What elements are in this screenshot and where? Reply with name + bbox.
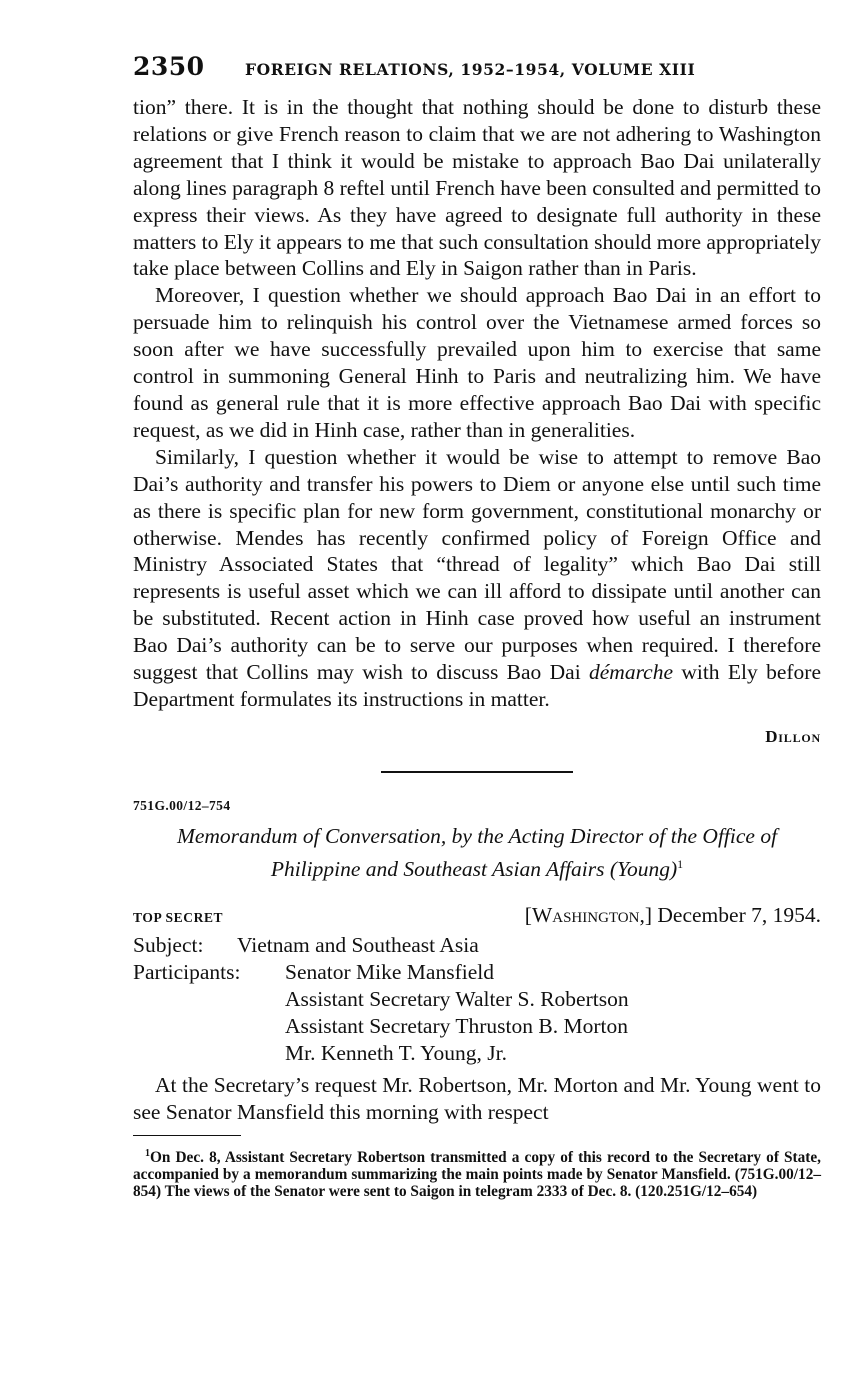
classification-label: TOP SECRET xyxy=(133,910,224,925)
participants-list xyxy=(285,959,629,1067)
place: Washington, xyxy=(531,903,645,927)
paragraph-moreover: Moreover, I question whether we should approach Bao Dai in an effort to persuade him to relinquish his control over the Vietnamese armed forces so soon after we have successfully prevailed upon him to exercise that same control in summoning General Hinh to Paris and neutralizing him. We have found as general rule that it is more effective approach Bao Dai with specific request, as we did in Hinh case, rather than in generalities. xyxy=(133,283,821,442)
paragraph-similarly-text: Similarly, I question whether it would be wise to attempt to remove Bao Dai’s authority and transfer his powers to Diem or anyone else until such time as there is specific plan for new form government, constitutional monarchy or otherwise. Mendes has recently confirmed policy of Foreign Office and Ministry Associated States that “thread of legality” which Bao Dai still represents is useful asset which we can ill afford to dissipate until another can be substituted. Recent action in Hinh case proved how useful an instrument Bao Dai’s authority can be to serve our purposes when required. I therefore suggest that Collins may wish to discuss Bao Dai xyxy=(133,444,821,685)
participant: Assistant Secretary Thruston B. Morton xyxy=(285,1013,628,1038)
title-footnote-marker: 1 xyxy=(677,856,684,871)
dateline xyxy=(133,903,821,928)
subject-label: Subject: xyxy=(133,933,204,957)
place-and-date: [Washington,] December 7, 1954. xyxy=(524,903,821,927)
document-title-text: Memorandum of Conversation, by the Acting Director of the Office of Philippine and Southeast Asian Affairs (Young) xyxy=(176,823,778,881)
participants-label: Participants: xyxy=(133,959,241,984)
continued-paragraph: tion” there. It is in the thought that nothing should be done to disturb these relations or give French reason to claim that we are not adhering to Washington agreement that I think it would be mistake to approach Bao Dai unilaterally along lines paragraph 8 reftel until French have been consulted and permitted to express their views. As they have agreed to designate full authority in these matters to Ely it appears to me that such consultation should more appropriately take place between Collins and Ely in Saigon rather than in Paris. xyxy=(133,95,821,281)
participants-row xyxy=(133,959,821,1067)
subject-value: Vietnam and Southeast Asia xyxy=(237,933,479,957)
document-page xyxy=(133,52,821,1216)
footnote xyxy=(133,1145,821,1200)
running-head xyxy=(133,52,821,82)
paragraph-similarly-end: with Ely before Department formulates its instructions in matter. xyxy=(133,660,821,711)
demarche-term: démarche xyxy=(589,660,673,685)
section-divider xyxy=(381,771,573,773)
paragraph-similarly xyxy=(133,444,821,713)
file-number: 751G.00/12–754 xyxy=(133,797,231,813)
subject-row xyxy=(133,932,821,959)
participant: Assistant Secretary Walter S. Robertson xyxy=(285,986,629,1011)
document-title xyxy=(133,822,821,883)
participant: Mr. Kenneth T. Young, Jr. xyxy=(285,1040,507,1065)
running-title: FOREIGN RELATIONS, 1952–1954, VOLUME XIII xyxy=(245,60,696,79)
footnote-marker: 1 xyxy=(145,1148,150,1160)
date: December 7, 1954. xyxy=(657,903,821,927)
footnote-divider xyxy=(133,1135,241,1136)
participant: Senator Mike Mansfield xyxy=(285,959,494,984)
signature: Dillon xyxy=(765,726,821,746)
footnote-text: On Dec. 8, Assistant Secretary Robertson transmitted a copy of this record to the Secretary of State, accompanied by a memorandum summarizing the main points made by Senator Mansfield. (751G.00/12–854) The views of the Senator were sent to Saigon in telegram 2333 of Dec. 8. (120.251G/12–654) xyxy=(133,1149,821,1201)
page-number: 2350 xyxy=(133,52,205,81)
opening-paragraph: At the Secretary’s request Mr. Robertson, Mr. Morton and Mr. Young went to see Senator Mansfield this morning with respect xyxy=(133,1073,821,1125)
